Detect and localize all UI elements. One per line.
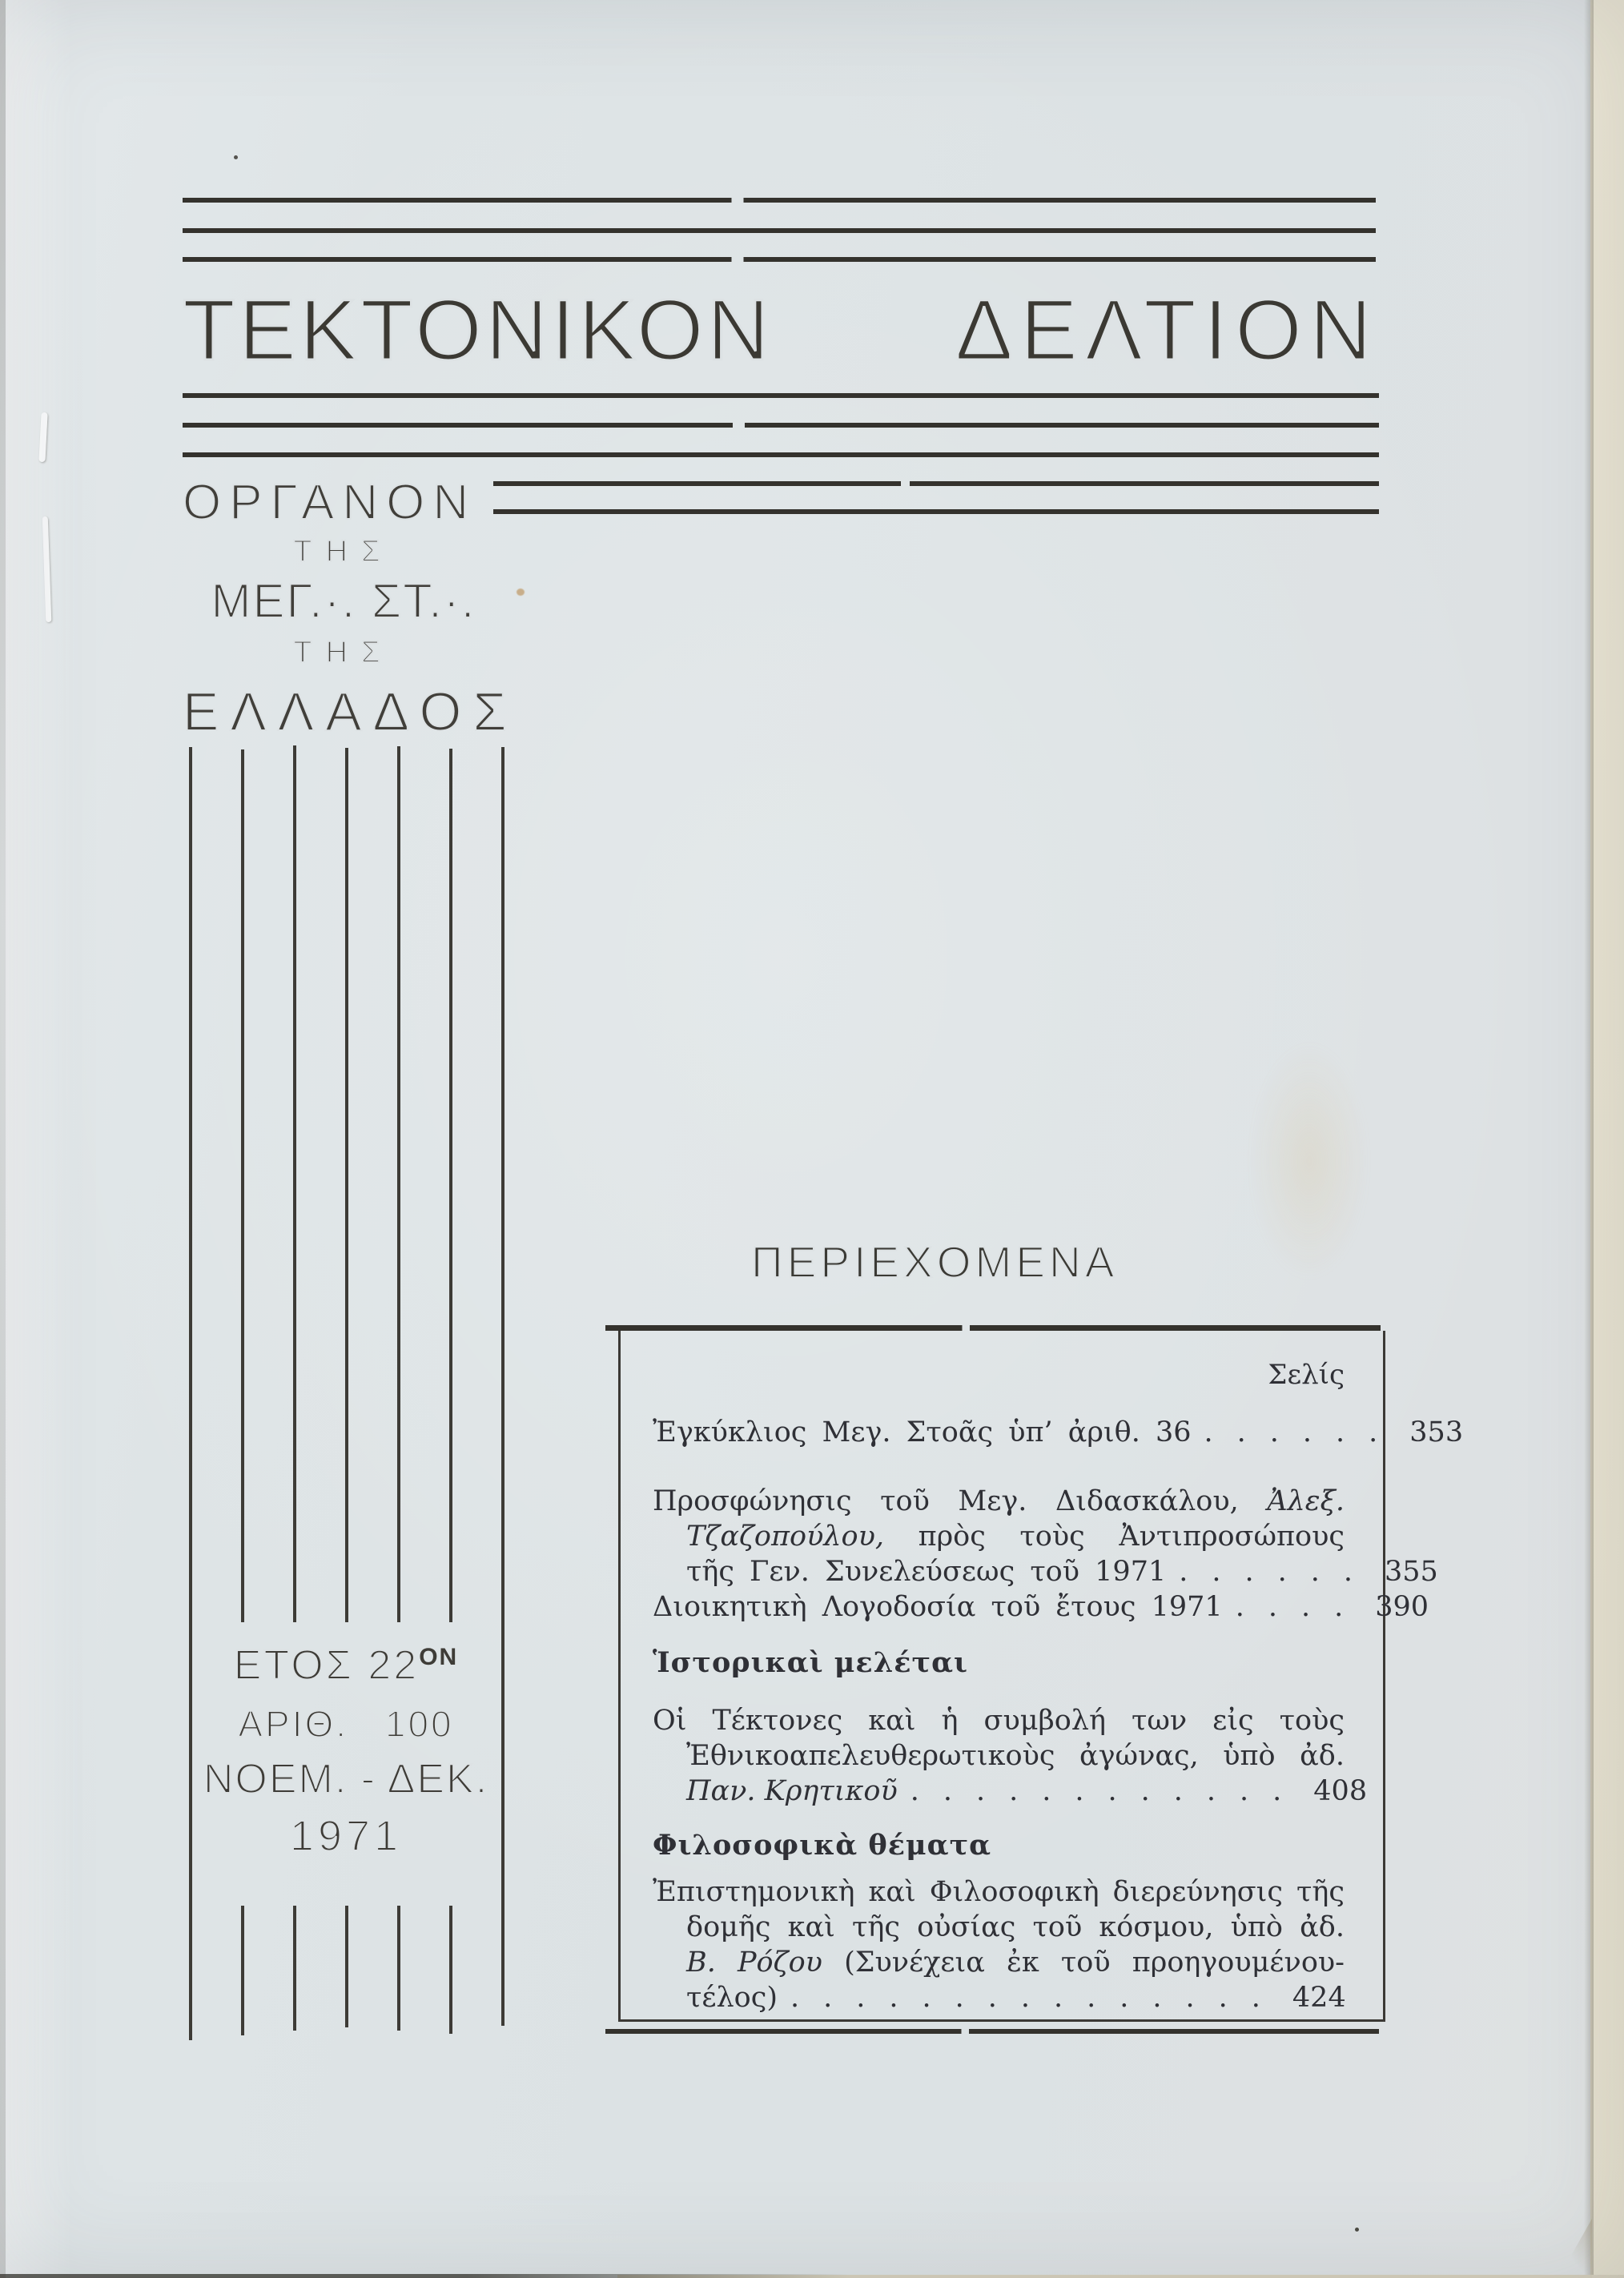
toc-row [686,1553,1438,1590]
organ-line-tis-1: ΤΗΣ [293,535,394,568]
vertical-line [501,747,504,1622]
toc-row [653,1702,1345,1739]
paper-stain [1249,1041,1369,1281]
toc-dot-leader: ............... [790,1982,1284,2014]
corner-fold [1558,2219,1592,2278]
toc-row-text: Ἐπιστημονικὴ καὶ Φιλοσοφικὴ διερεύνησις τῆς [653,1876,1345,1908]
toc-row [653,1483,1345,1520]
issue-year: 1971 [289,1812,403,1860]
toc-page-number: 353 [1409,1416,1464,1448]
page-column-label: Σελίς [1268,1359,1345,1391]
toc-author-name: Τζαζοπούλου, [686,1521,884,1553]
contents-box [618,1331,1464,2022]
issue-number: ΑΡΙΘ. 100 [238,1703,454,1745]
toc-page-number: 424 [1292,1982,1346,2014]
toc-row [653,1589,1429,1625]
masthead-rule-top-1 [183,198,1376,203]
vertical-line [397,746,400,1622]
toc-row [653,1874,1345,1910]
toc-row-text: Ἐγκύκλιος Μεγ. Στοᾶς ὑπ’ ἀριθ. 36 [653,1416,1192,1448]
toc-page-number: 390 [1375,1591,1429,1623]
toc-row [686,1773,1368,1810]
paper-speck [234,155,238,159]
toc-author-name: Ἀλεξ. [1267,1485,1345,1517]
toc-row [653,1414,1464,1451]
toc-page-number: 355 [1385,1556,1438,1588]
organ-line-ellados: ΕΛΛΑΔΟΣ [183,681,518,742]
issue-block [189,1635,503,1859]
toc-row [686,1909,1345,1946]
vertical-line [449,749,452,1622]
toc-row [686,1944,1345,1981]
toc-row-text: Διοικητικὴ Λογοδοσία τοῦ ἔτους 1971 [653,1591,1223,1623]
toc-row-text: τῆς Γεν. Συνελεύσεως τοῦ 1971 [686,1556,1167,1588]
issue-year-sup: ΟΝ [419,1644,459,1670]
toc-row-text: δομῆς καὶ τῆς οὐσίας τοῦ κόσμου, ὑπὸ ἀδ. [686,1911,1345,1943]
issue-year-ordinal [189,1635,503,1688]
title-word-deltion: ΔΕΛΤΙΟΝ [955,281,1379,378]
organ-side-rule-2 [493,509,1379,514]
masthead-rule-top-2 [183,228,1376,233]
issue-months: ΝΟΕΜ. - ΔΕΚ. [203,1756,489,1802]
toc-row [686,1979,1345,2016]
vertical-line [241,1906,244,2035]
paper-speck [517,589,525,596]
organ-line-tis-2: ΤΗΣ [293,636,394,669]
vertical-line [241,749,244,1622]
toc-author-name: Παν. Κρητικοῦ [686,1775,898,1807]
masthead-title [183,281,1379,378]
contents-heading: ΠΕΡΙΕΧΟΜΕΝΑ [751,1237,1119,1287]
toc-row-text: (Συνέχεια ἐκ τοῦ προηγουμένου- [822,1947,1345,1979]
masthead-rule-mid-3 [183,452,1379,457]
toc-dot-leader: ...... [1179,1556,1377,1588]
title-word-tektonikon: ΤΕΚΤΟΝΙΚΟΝ [183,281,773,378]
vertical-line [293,1906,296,2031]
masthead-rule-top-3 [183,257,1376,262]
vertical-line [293,745,296,1622]
spine-highlight [0,0,96,2278]
toc-row [686,1738,1345,1774]
vertical-line [449,1906,452,2034]
toc-row-text: Οἱ Τέκτονες καὶ ἡ συμβολή των εἰς τοὺς [653,1705,1345,1737]
toc-dot-leader: ...... [1204,1416,1402,1448]
organ-side-rule-1 [493,481,1379,486]
page-edge-shadow [1584,0,1594,2278]
toc-section-heading: Ἱστορικαὶ μελέται [653,1646,968,1679]
toc-row-text: τέλος) [686,1982,778,2014]
vertical-line [397,1906,400,2031]
toc-dot-leader: ............ [910,1775,1306,1807]
under-page-strip [1590,0,1624,2278]
vertical-line [345,1906,348,2027]
paper-speck [1355,2228,1359,2232]
vertical-line [189,747,192,1622]
contents-rule-top [605,1325,1381,1331]
organ-line-organon: ΟΡΓΑΝΟΝ [183,475,477,530]
contents-rule-bottom [605,2029,1379,2034]
toc-row-text: Προσφώνησις τοῦ Μεγ. Διδασκάλου, [653,1485,1268,1517]
toc-dot-leader: .... [1235,1591,1368,1623]
vertical-line [501,1906,504,2026]
vertical-line [345,748,348,1622]
masthead-rule-mid-1 [183,393,1379,398]
toc-page-number: 408 [1313,1775,1368,1807]
toc-section-heading: Φιλοσοφικὰ θέματα [653,1829,992,1862]
masthead-rule-mid-2 [183,423,1379,428]
organ-line-meg-st: ΜΕΓ.·. ΣΤ.·. [211,574,476,628]
toc-author-name: Β. Ρόζου [686,1947,822,1979]
spine-edge-line [0,0,6,2278]
issue-year-base: ΕΤΟΣ 22 [233,1642,420,1689]
bottom-edge-shadow [0,2274,849,2278]
toc-row [686,1518,1345,1555]
toc-row-text: πρὸς τοὺς Ἀντιπροσώπους [884,1521,1345,1553]
toc-row-text: Ἐθνικοαπελευθερωτικοὺς ἀγώνας, ὑπὸ ἀδ. [686,1740,1345,1772]
vertical-line [189,1906,192,2040]
